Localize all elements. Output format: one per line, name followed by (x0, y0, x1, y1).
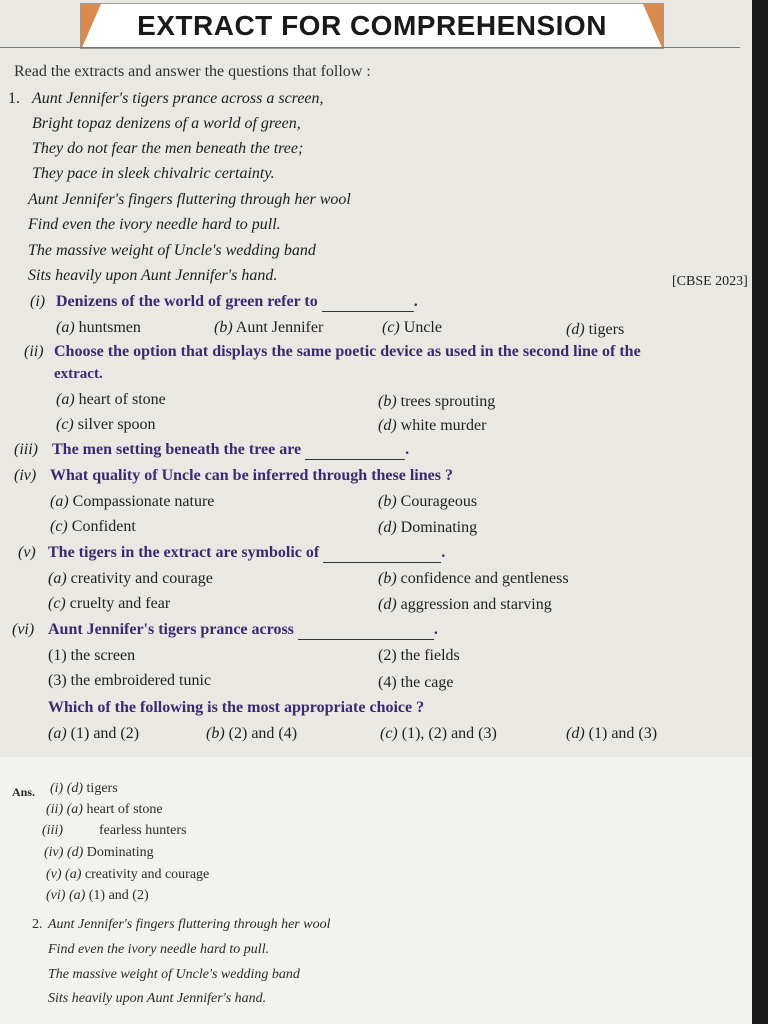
option: (c) Uncle (382, 319, 442, 336)
option: (c) cruelty and fear (48, 595, 171, 612)
option: (b) trees sprouting (378, 393, 496, 410)
answer-item: (iv) (d) Dominating (44, 845, 154, 860)
answer-item: (i) (d) tigers (50, 781, 118, 796)
option: (2) the fields (378, 647, 460, 664)
poem-line: Find even the ivory needle hard to pull. (48, 942, 270, 957)
header-rule (0, 47, 740, 48)
question-number: (v) (18, 544, 36, 561)
option: (a) heart of stone (56, 391, 166, 408)
question-subprompt: Which of the following is the most appropriate choice ? (48, 699, 425, 716)
poem-line: Aunt Jennifer's fingers fluttering through her wool (48, 917, 331, 932)
option: (d) tigers (566, 321, 625, 338)
answer-item: (v) (a) creativity and courage (46, 867, 210, 882)
option: (b) Courageous (378, 493, 478, 510)
option: (c) silver spoon (56, 416, 156, 433)
source-tag: [CBSE 2023] (672, 274, 748, 289)
question-number: (vi) (12, 621, 35, 638)
choice: (c) (1), (2) and (3) (380, 725, 497, 742)
poem-line: They do not fear the men beneath the tree; (32, 140, 304, 157)
question-text (48, 543, 445, 563)
option: (b) Aunt Jennifer (214, 319, 324, 336)
option: (1) the screen (48, 647, 136, 664)
instruction: Read the extracts and answer the questions that follow : (14, 63, 371, 80)
option: (a) huntsmen (56, 319, 141, 336)
extract-number: 1. (8, 90, 20, 107)
poem-line: Sits heavily upon Aunt Jennifer's hand. (48, 991, 267, 1006)
choice: (d) (1) and (3) (566, 725, 658, 742)
option: (d) white murder (378, 417, 487, 434)
question-text-main: Aunt Jennifer's tigers prance across (48, 621, 294, 638)
question-tail: . (433, 621, 438, 638)
section-banner (80, 3, 664, 49)
poem-line: The massive weight of Uncle's wedding band (48, 967, 300, 982)
question-text-continued: extract. (54, 366, 103, 382)
question-number: (iv) (14, 467, 37, 484)
question-text (52, 440, 409, 460)
question-text: What quality of Uncle can be inferred through these lines ? (50, 467, 453, 484)
question-text-main: The men setting beneath the tree are (52, 441, 302, 458)
option: (d) aggression and starving (378, 596, 552, 613)
choice: (b) (2) and (4) (206, 725, 298, 742)
blank-line (298, 639, 434, 640)
poem-line: Aunt Jennifer's tigers prance across a screen, (32, 90, 324, 107)
blank-line (322, 311, 414, 312)
question-tail: . (413, 293, 418, 310)
answer-item: (iii) fearless hunters (42, 823, 187, 838)
poem-line: Bright topaz denizens of a world of green, (32, 115, 301, 132)
option: (d) Dominating (378, 519, 478, 536)
option: (4) the cage (378, 674, 454, 691)
question-tail: . (441, 544, 446, 561)
question-text (48, 620, 438, 640)
question-text: Choose the option that displays the same poetic device as used in the second line of the (54, 343, 641, 360)
question-text-main: Denizens of the world of green refer to (56, 293, 318, 310)
question-number: (iii) (14, 441, 38, 458)
answer-item: (vi) (a) (1) and (2) (46, 888, 149, 903)
answer-item: (ii) (a) heart of stone (46, 802, 163, 817)
question-text-main: The tigers in the extract are symbolic of (48, 544, 320, 561)
choice: (a) (1) and (2) (48, 725, 140, 742)
option: (a) creativity and courage (48, 570, 213, 587)
option: (3) the embroidered tunic (48, 672, 212, 689)
blank-line (323, 562, 441, 563)
question-text (56, 292, 418, 312)
answers-label: Ans. (12, 785, 36, 799)
question-number: (i) (30, 293, 46, 310)
extract-number: 2. (32, 917, 43, 932)
option: (c) Confident (50, 518, 136, 535)
poem-line: The massive weight of Uncle's wedding band (28, 242, 316, 259)
option: (a) Compassionate nature (50, 493, 215, 510)
poem-line: Aunt Jennifer's fingers fluttering through her wool (28, 191, 351, 208)
page-edge (752, 0, 768, 1024)
question-number: (ii) (24, 343, 44, 360)
poem-line: Find even the ivory needle hard to pull. (28, 216, 281, 233)
question-tail: . (405, 441, 410, 458)
poem-line: Sits heavily upon Aunt Jennifer's hand. (28, 267, 278, 284)
blank-line (305, 459, 405, 460)
poem-line: They pace in sleek chivalric certainty. (32, 165, 275, 182)
section-title: EXTRACT FOR COMPREHENSION (137, 10, 607, 41)
option: (b) confidence and gentleness (378, 570, 569, 587)
